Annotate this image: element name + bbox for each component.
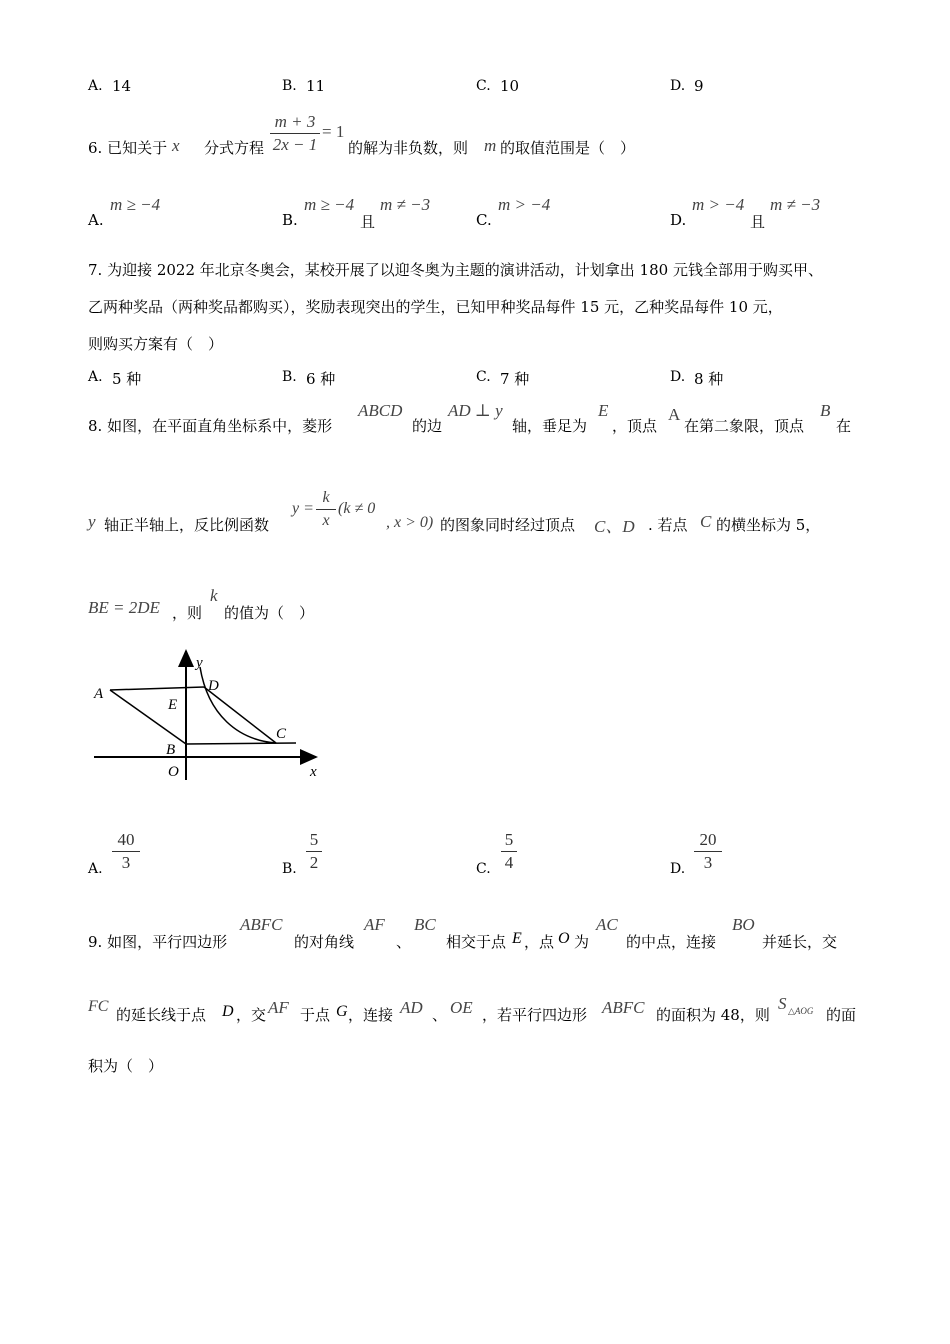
q6-fraction [270, 112, 320, 155]
q5-option-c-value: 10 [500, 77, 520, 95]
q6-option-b-label: B. [282, 211, 298, 229]
q8-func-cond: (k ≠ 0 [338, 500, 376, 517]
q9-s: S [778, 994, 787, 1013]
q8-a: A [668, 405, 681, 424]
q8-option-a-den: 3 [121, 853, 131, 872]
fig-label-c: C [276, 726, 287, 742]
q5-option-b-value: 11 [306, 77, 326, 95]
q6-text-end: 的取值范围是（ ） [500, 139, 636, 157]
q9-line2-e: ，若平行四边形 [482, 1006, 588, 1024]
q8-option-c-den: 4 [504, 853, 514, 872]
q6-var-m: m [484, 136, 497, 155]
q7-option-a-value: 5 种 [112, 370, 142, 388]
q6-option-d-extra: 且 [750, 213, 766, 231]
q6-option-d-expr2: m ≠ −3 [770, 195, 821, 214]
q5-option-a-value: 14 [112, 77, 132, 95]
q8-option-b-num: 5 [309, 830, 319, 849]
q8-func-den: x [322, 512, 330, 529]
q8-func-num: k [322, 489, 330, 506]
q9-line1-f: 的中点，连接 [626, 933, 717, 951]
q6-text-after: 的解为非负数，则 [348, 139, 469, 157]
q7-line-3: 则购买方案有（ ） [88, 335, 224, 353]
q9-sep2: 、 [432, 1006, 448, 1024]
q6-option-a-expr: m ≥ −4 [110, 195, 161, 214]
q9-g: G [336, 1003, 348, 1020]
q6-frac-den: 2x − 1 [272, 135, 318, 154]
q9-o: O [558, 930, 570, 947]
q7-option-d-label: D. [670, 369, 686, 385]
fig-label-b: B [166, 742, 176, 758]
q7-option-a-label: A. [88, 369, 103, 385]
q7-line-2: 乙两种奖品（两种奖品都购买），奖励表现突出的学生，已知甲种奖品每件 15 元，乙种奖品每件 10 元， [88, 298, 783, 316]
q8-line1-a: 8. 如图，在平面直角坐标系中，菱形 [88, 417, 333, 435]
q8-ad-perp-y: AD ⊥ y [448, 401, 503, 420]
fig-label-x: x [310, 764, 317, 780]
q8-line1-e: 在第二象限，顶点 [684, 417, 805, 435]
q6-var-x: x [172, 136, 180, 155]
fig-label-d: D [208, 678, 219, 694]
q9-line2-g: 的面 [826, 1006, 857, 1024]
q8-line2-d: 的横坐标为 5， [716, 516, 821, 534]
fig-label-o: O [168, 764, 179, 780]
q7-option-c-label: C. [476, 369, 491, 385]
q8-line3-expr: BE = 2DE [88, 598, 160, 617]
fig-label-e: E [168, 697, 178, 713]
q9-line2-a: 的延长线于点 [116, 1006, 207, 1024]
q8-line3-a: ，则 [172, 604, 203, 622]
side-dc [204, 687, 276, 743]
q6-option-d-expr: m > −4 [692, 195, 745, 214]
q8-e: E [598, 401, 609, 420]
q9-ad: AD [400, 998, 423, 1017]
q8-line2-c: . 若点 [648, 516, 688, 534]
q6-text-mid: 分式方程 [204, 139, 265, 157]
q9-ac: AC [596, 915, 618, 934]
q8-line2-b: 的图象同时经过顶点 [440, 516, 576, 534]
q5-option-a-label: A. [88, 78, 103, 94]
q8-line1-b: 的边 [412, 417, 443, 435]
q8-option-b-den: 2 [309, 853, 319, 872]
q9-abfc2: ABFC [602, 998, 645, 1017]
q8-option-d-num: 20 [699, 830, 717, 849]
q8-option-a-num: 40 [117, 830, 135, 849]
q8-cd: C、D [594, 517, 635, 536]
q6-prefix: 6. 已知关于 [88, 139, 168, 157]
q9-line1-a: 9. 如图，平行四边形 [88, 933, 228, 951]
q5-option-d-label: D. [670, 78, 686, 94]
q9-line2-b: ，交 [236, 1006, 267, 1024]
q6-eq: = 1 [322, 122, 345, 141]
q9-line2-c: 于点 [300, 1006, 331, 1024]
q9-line1-d: ，点 [524, 933, 555, 951]
q9-d: D [222, 1003, 234, 1020]
q8-option-a-frac [112, 830, 140, 873]
q9-line1-b: 的对角线 [294, 933, 355, 951]
q9-oe: OE [450, 998, 473, 1017]
q8-line1-d: ，顶点 [612, 417, 658, 435]
q8-option-c-frac [501, 830, 517, 873]
q8-line2-y: y [88, 512, 96, 531]
fig-label-y: y [196, 655, 203, 671]
q9-bc: BC [414, 915, 436, 934]
q7-line-1: 7. 为迎接 2022 年北京冬奥会，某校开展了以迎冬奥为主题的演讲活动，计划拿出 180 元钱全部用于购买甲、 [88, 261, 823, 279]
q7-option-b-value: 6 种 [306, 370, 336, 388]
q8-c: C [700, 512, 712, 531]
q8-option-c-num: 5 [504, 830, 514, 849]
q6-frac-num: m + 3 [274, 112, 316, 131]
q9-sep: 、 [396, 933, 412, 951]
q8-figure [88, 645, 328, 785]
q8-k: k [210, 586, 218, 605]
side-ad [110, 687, 204, 690]
q6-option-c-expr: m > −4 [498, 195, 551, 214]
q8-option-a-label: A. [88, 861, 103, 877]
q9-line1-c: 相交于点 [446, 933, 507, 951]
q8-func-cond2: , x > 0) [386, 514, 434, 531]
q5-option-b-label: B. [282, 78, 297, 94]
q9-line2-d: ，连接 [348, 1006, 394, 1024]
q8-line2-a: 轴正半轴上，反比例函数 [104, 516, 270, 534]
q7-option-b-label: B. [282, 369, 297, 385]
q6-option-b-expr2: m ≠ −3 [380, 195, 431, 214]
q9-af: AF [364, 915, 385, 934]
q9-bo: BO [732, 915, 755, 934]
q8-abcd: ABCD [358, 401, 403, 420]
q8-line3-b: 的值为（ ） [224, 604, 315, 622]
fig-label-a: A [94, 686, 104, 702]
q8-line1-c: 轴，垂足为 [512, 417, 588, 435]
q9-af2: AF [268, 998, 289, 1017]
q6-option-d-label: D. [670, 211, 687, 229]
q8-option-d-den: 3 [703, 853, 713, 872]
q8-option-d-frac [694, 830, 722, 873]
q5-option-c-label: C. [476, 78, 491, 94]
q8-func-fraction [316, 488, 336, 531]
q9-line1-g: 并延长，交 [762, 933, 838, 951]
q8-option-b-label: B. [282, 861, 297, 877]
q6-option-b-expr: m ≥ −4 [304, 195, 355, 214]
q9-line1-e: 为 [574, 933, 590, 951]
q9-abfc: ABFC [240, 915, 283, 934]
q5-option-d-value: 9 [694, 77, 704, 95]
q8-b: B [820, 401, 831, 420]
q6-option-a-label: A. [88, 211, 104, 229]
side-bc [186, 743, 296, 744]
q9-e: E [512, 930, 522, 947]
q8-option-c-label: C. [476, 861, 491, 877]
q6-option-b-extra: 且 [360, 213, 376, 231]
q8-option-d-label: D. [670, 861, 686, 877]
q9-line2-f: 的面积为 48，则 [656, 1006, 770, 1024]
q9-line3: 积为（ ） [88, 1057, 164, 1075]
q7-option-c-value: 7 种 [500, 370, 530, 388]
q7-option-d-value: 8 种 [694, 370, 724, 388]
q8-option-b-frac [306, 830, 322, 873]
q9-fc: FC [88, 998, 109, 1015]
q8-line1-f: 在 [836, 417, 852, 435]
q6-option-c-label: C. [476, 211, 492, 229]
q8-func-y: y = [292, 500, 314, 517]
q9-s-sub: △AOG [788, 1006, 814, 1016]
